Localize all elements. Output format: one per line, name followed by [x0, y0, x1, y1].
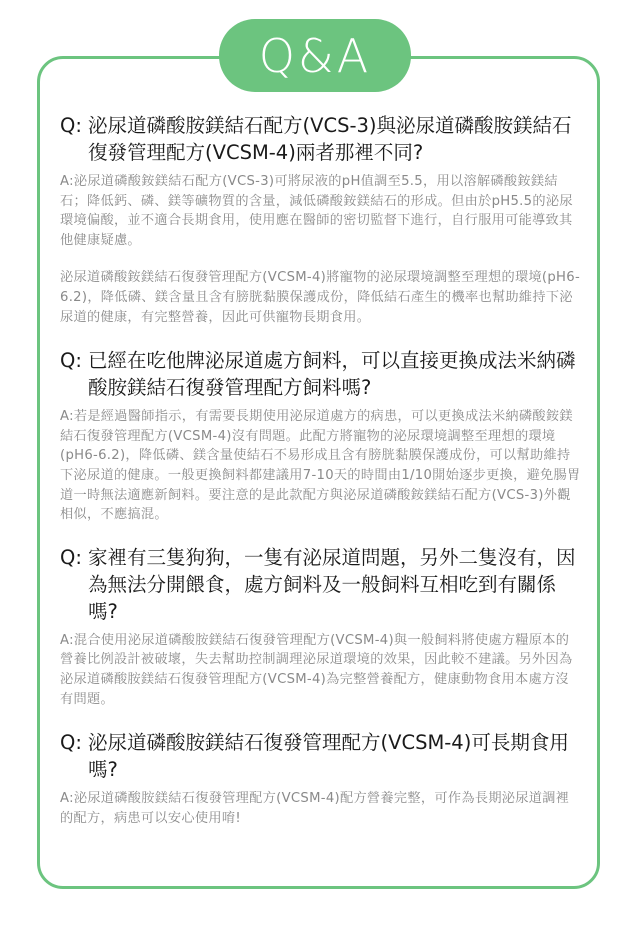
- question-mark-label: Q:: [60, 545, 82, 569]
- question-mark-label: Q:: [60, 349, 82, 373]
- question-text: 已經在吃他牌泌尿道處方飼料，可以直接更換成法米納磷酸胺鎂結石復發管理配方飼料嗎?: [88, 349, 576, 400]
- question: [60, 112, 582, 166]
- answer-paragraph: A:泌尿道磷酸胺鎂結石復發管理配方(VCSM-4)配方營養完整，可作為長期泌尿道調裡的配方，病患可以安心使用唷!: [60, 791, 570, 826]
- qa-list: [60, 112, 582, 828]
- answer-paragraph: A:泌尿道磷酸銨鎂結石配方(VCS-3)可將尿液的pH值調至5.5，用以溶解磷酸銨鎂結石；降低鈣、磷、鎂等礦物質的含量，減低磷酸銨鎂結石的形成。但由於pH5.5的泌尿環境偏酸，並不適合長期食用，使用應在醫師的密切監督下進行，自行服用可能導致其他健康疑慮。: [60, 174, 573, 248]
- question: [60, 729, 582, 783]
- question: [60, 544, 582, 625]
- qa-item: [60, 544, 582, 709]
- question-mark-label: Q:: [60, 731, 82, 755]
- question-mark-label: Q:: [60, 114, 82, 137]
- answer-paragraph: 泌尿道磷酸銨鎂結石復發管理配方(VCSM-4)將寵物的泌尿環境調整至理想的環境(pH6-6.2)，降低磷、鎂含量且含有膀胱黏膜保護成份，降低結石產生的機率也幫助維持下泌尿道的健康，有完整營養，因此可供寵物長期食用。: [60, 270, 581, 325]
- question-text: 泌尿道磷酸胺鎂結石配方(VCS-3)與泌尿道磷酸胺鎂結石復發管理配方(VCSM-4)兩者那裡不同?: [88, 114, 572, 164]
- question: [60, 347, 582, 401]
- qa-title-badge: Q&A: [219, 19, 411, 92]
- qa-item: [60, 112, 582, 327]
- qa-item: [60, 729, 582, 828]
- qa-item: [60, 347, 582, 525]
- answer-paragraph: A:混合使用泌尿道磷酸胺鎂結石復發管理配方(VCSM-4)與一般飼料將使處方糧原本的營養比例設計被破壞，失去幫助控制調理泌尿道環境的效果，因此較不建議。另外因為泌尿道磷酸胺鎂結石復發管理配方(VCSM-4)為完整營養配方，健康動物食用本處方沒有問題。: [60, 632, 573, 707]
- question-text: 家裡有三隻狗狗，一隻有泌尿道問題，另外二隻沒有，因為無法分開餵食，處方飼料及一般飼料互相吃到有關係嗎?: [88, 545, 576, 623]
- question-text: 泌尿道磷酸胺鎂結石復發管理配方(VCSM-4)可長期食用嗎?: [88, 731, 569, 782]
- answer-paragraph: A:若是經過醫師指示，有需要長期使用泌尿道處方的病患，可以更換成法米納磷酸銨鎂結石復發管理配方(VCSM-4)沒有問題。此配方將寵物的泌尿環境調整至理想的環境(pH6-6.2)，降低磷、鎂含量使結石不易形成且含有膀胱黏膜保護成份，可以幫助維持下泌尿道的健康。一般更換飼料都建議用7-10天的時間由1/10開始逐步更換，避免腸胃道一時無法適應新飼料。要注意的是此款配方與泌尿道磷酸銨鎂結石配方(VCS-3)外觀相似，不應搞混。: [60, 409, 581, 523]
